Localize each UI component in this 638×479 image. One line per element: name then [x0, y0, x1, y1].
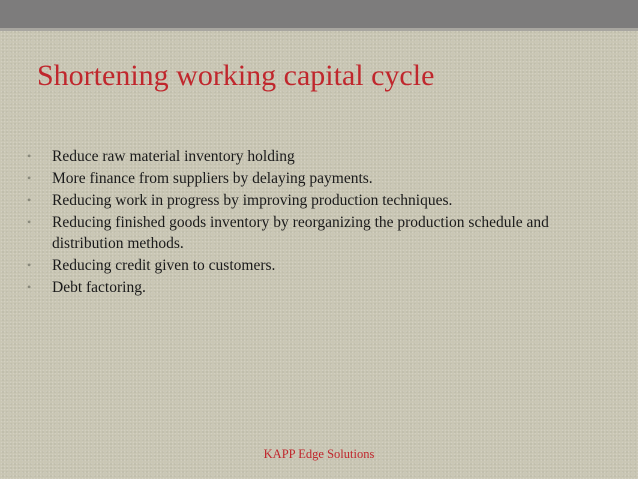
bullet-item [26, 168, 616, 189]
bullet-text: Debt factoring. [52, 279, 146, 296]
bullet-icon: • [27, 280, 32, 294]
bullet-item [26, 212, 616, 254]
bullet-icon: • [27, 215, 32, 229]
bullet-text: Reducing finished goods inventory by reorganizing the production schedule and distribution methods. [52, 214, 549, 252]
bullet-icon: • [27, 149, 32, 163]
top-band [0, 0, 638, 28]
bullet-item [26, 255, 616, 276]
bullet-icon: • [27, 193, 32, 207]
bullet-text: Reduce raw material inventory holding [52, 148, 295, 165]
slide-footer: KAPP Edge Solutions [263, 447, 375, 461]
bullet-icon: • [27, 171, 32, 185]
bullet-item [26, 146, 616, 167]
bullet-text: Reducing credit given to customers. [52, 257, 276, 274]
bullet-text: Reducing work in progress by improving production techniques. [52, 192, 453, 209]
bullet-item [26, 190, 616, 211]
bullet-text: More finance from suppliers by delaying payments. [52, 170, 373, 187]
bullet-item [26, 277, 616, 298]
bullet-list [26, 146, 616, 299]
bullet-icon: • [27, 258, 32, 272]
top-band-divider [0, 28, 638, 31]
slide-title: Shortening working capital cycle [37, 59, 435, 92]
